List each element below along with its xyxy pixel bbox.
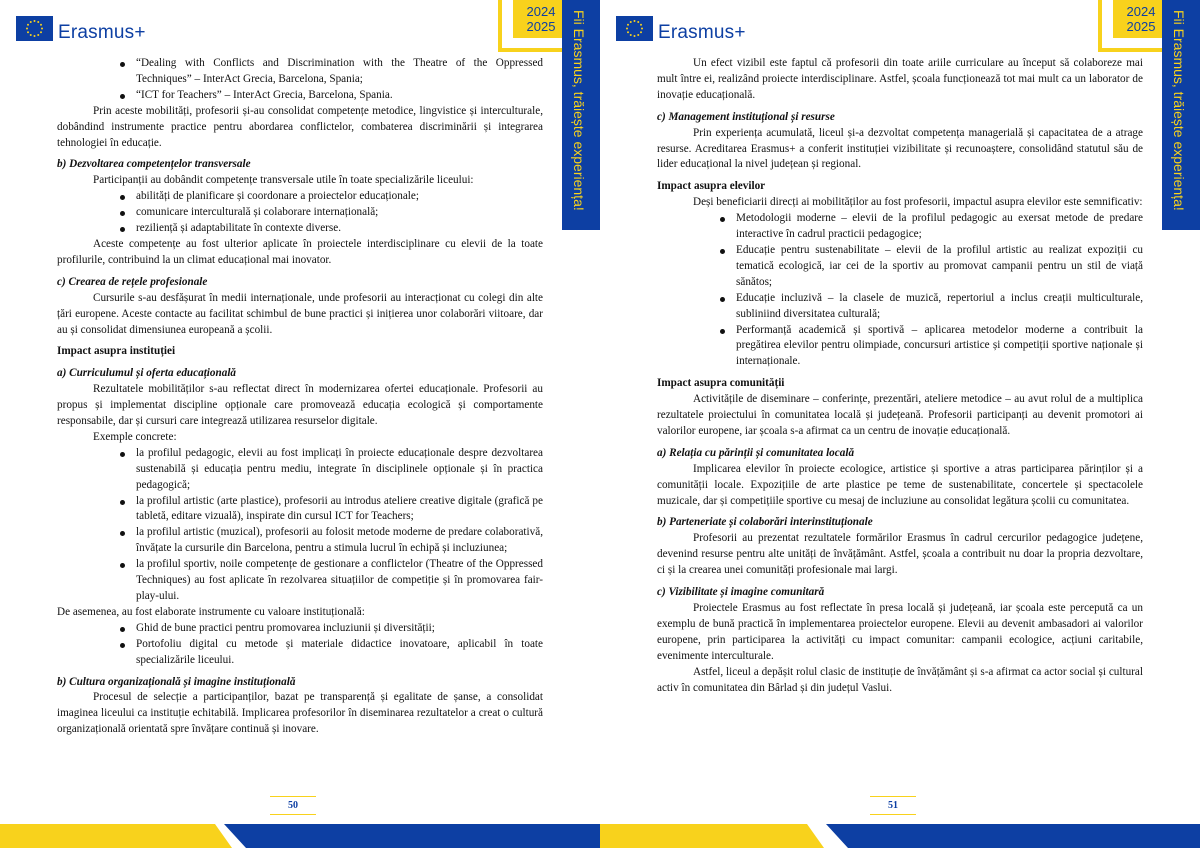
side-tab-slogan: Fii Erasmus, trăiește experiența! [571, 10, 587, 211]
bullet-list [57, 56, 543, 104]
paragraph: Prin aceste mobilități, profesorii și-au consolidat competențe metodice, lingvistice și interculturale, dobândind instrumente practice pentru abordarea conflictelor, combaterea discriminării și integrarea tehnologiei în educație. [57, 104, 543, 149]
paragraph: Proiectele Erasmus au fost reflectate în presa locală și județeană, iar școala este percepută ca un exemplu de bună practică în implementarea proiectelor europene. Elevii au devenit ambasadori ai valorilor europene, prin participarea la activități cu impact comunitar: campanii ecologice, acțiuni caritabile, evenimente interculturale. [657, 602, 1143, 662]
section-heading: Impact asupra instituției [57, 345, 176, 358]
section-heading: Impact asupra comunității [657, 377, 785, 390]
subsection-heading: c) Vizibilitate și imagine comunitară [657, 586, 825, 599]
list-item: Educație incluzivă – la clasele de muzică, repertoriul a inclus creații multiculturale, subliniind diversitatea culturală; [736, 291, 1143, 323]
bullet-list [57, 621, 543, 669]
paragraph: Profesorii au prezentat rezultatele formărilor Erasmus în cadrul cercurilor pedagogice județene, devenind resurse pentru alte unități de învățământ. Astfel, școala a contribuit nu doar la propria dezvoltare, ci și la crearea unei comunități profesionale mai largi. [657, 532, 1143, 577]
paragraph: Astfel, liceul a depășit rolul clasic de instituție de învățământ și s-a afirmat ca actor social și cultural activ în comunitatea din Bârlad și din județul Vaslui. [657, 665, 1143, 694]
footer-band [600, 824, 1200, 848]
subsection-heading: a) Curriculumul și oferta educațională [57, 367, 237, 380]
year-end: 2025 [526, 19, 556, 34]
year-badge [1113, 0, 1169, 38]
subsection-heading: b) Dezvoltarea competențelor transversale [57, 158, 251, 171]
paragraph: Cursurile s-au desfășurat în medii internaționale, unde profesorii au interacționat cu colegi din alte țări europene. Aceste contacte au facilitat schimbul de bune practici și inițierea unor colaborări viitoare, dar au și consolidat dimensiunea europeană a școlii. [57, 291, 543, 336]
eu-flag-icon [616, 16, 653, 41]
subsection-heading: b) Parteneriate și colaborări interinstituționale [657, 516, 873, 529]
subsection-heading: c) Management instituțional și resurse [657, 110, 835, 123]
page-number: 50 [270, 796, 316, 815]
list-item: la profilul artistic (arte plastice), profesorii au introdus ateliere creative digitale (grafică pe tabletă, editare vizuală), inspirate din cursul ICT for Teachers; [136, 494, 543, 526]
year-start: 2024 [526, 4, 556, 19]
paragraph: Implicarea elevilor în proiecte ecologice, artistice și sportive a atras participarea părinților și a comunității locale. Expozițiile de arte plastice pe teme de sustenabilitate, concertele și spectacolele muzicale, dar și competițiile sportive cu mesaj de incluziune au consolidat legătura școlii cu comunitatea. [657, 462, 1143, 507]
subsection-heading: b) Cultura organizațională și imagine instituțională [57, 675, 296, 688]
bullet-list [57, 446, 543, 605]
list-item: la profilul pedagogic, elevii au fost implicați în proiecte educaționale despre dezvoltarea sustenabilă și educația pentru mediu, integrate în disciplinele opționale și în practica pedagogică; [136, 446, 543, 494]
subsection-heading: c) Crearea de rețele profesionale [57, 275, 208, 288]
page-content [657, 56, 1143, 696]
paragraph: Participanții au dobândit competențe transversale utile în toate specializările liceului: [93, 174, 474, 187]
year-start: 2024 [1126, 4, 1156, 19]
eu-flag-icon [16, 16, 53, 41]
paragraph: Activitățile de diseminare – conferințe, prezentări, ateliere metodice – au avut rolul de a multiplica rezultatele proiectului în comunitatea locală și județeană. Profesorii participanți au devenit promotori ai valorilor europene, iar școala s-a afirmat ca un centru de inovație educațională. [657, 393, 1143, 437]
section-heading: Impact asupra elevilor [657, 180, 766, 193]
subsection-heading: a) Relația cu părinții și comunitatea locală [657, 446, 855, 459]
paragraph: Procesul de selecție a participanților, bazat pe transparență și egalitate de șanse, a consolidat imaginea liceului ca instituție echitabilă. Implicarea profesorilor în diseminarea rezultatelor a creat o cultură organizațională orientată spre învățare continuă și inovare. [57, 691, 543, 736]
paragraph: Exemple concrete: [93, 430, 177, 443]
brand-name: Erasmus+ [658, 22, 746, 43]
bullet-list [57, 189, 543, 237]
year-badge [513, 0, 569, 38]
paragraph: De asemenea, au fost elaborate instrumente cu valoare instituțională: [57, 605, 365, 618]
page-content [57, 56, 543, 738]
paragraph: Aceste competențe au fost ulterior aplicate în proiectele interdisciplinare cu elevii de la toate profilurile, contribuind la un climat educațional mai inovator. [57, 237, 543, 266]
list-item: la profilul artistic (muzical), profesorii au folosit metode moderne de predare colaborativă, învățate la cursurile din Barcelona, pentru a stimula lucrul în echipă și incluziunea; [136, 525, 543, 557]
footer-band [0, 824, 600, 848]
list-item: Ghid de bune practici pentru promovarea incluziunii și diversității; [136, 621, 543, 637]
list-item: Portofoliu digital cu metode și materiale didactice inovatoare, aplicabil în toate specializările liceului. [136, 637, 543, 669]
bullet-list [657, 211, 1143, 370]
side-tab [1162, 0, 1200, 230]
list-item: comunicare interculturală și colaborare internațională; [136, 205, 543, 221]
list-item: abilități de planificare și coordonare a proiectelor educaționale; [136, 189, 543, 205]
list-item: reziliență și adaptabilitate în contexte diverse. [136, 221, 543, 237]
year-end: 2025 [1126, 19, 1156, 34]
paragraph: Un efect vizibil este faptul că profesorii din toate ariile curriculare au început să colaboreze mai mult între ei, realizând proiecte interdisciplinare. Astfel, școala funcționează tot mai mult ca un laborator de inovație educațională. [657, 57, 1143, 101]
side-tab [562, 0, 600, 230]
list-item: la profilul sportiv, noile competențe de gestionare a conflictelor (Theatre of the Oppressed Techniques) au fost aplicate în rezolvarea situațiilor de competiție și în promovarea fair-play-ului. [136, 557, 543, 605]
list-item: Performanță academică și sportivă – aplicarea metodelor moderne a contribuit la pregătirea elevilor pentru olimpiade, concursuri artistice și competiții sportive naționale și internaționale. [736, 323, 1143, 371]
brand-name: Erasmus+ [58, 22, 146, 43]
page-number: 51 [870, 796, 916, 815]
side-tab-slogan: Fii Erasmus, trăiește experiența! [1171, 10, 1187, 211]
paragraph: Deși beneficiarii direcți ai mobilităților au fost profesorii, impactul asupra elevilor este semnificativ: [693, 196, 1143, 209]
list-item: “Dealing with Conflicts and Discrimination with the Theatre of the Oppressed Techniques” – InterAct Grecia, Barcelona, Spania; [136, 56, 543, 88]
list-item: Metodologii moderne – elevii de la profilul pedagogic au exersat metode de predare interactive în cadrul practicii pedagogice; [736, 211, 1143, 243]
paragraph: Rezultatele mobilităților s-au reflectat direct în modernizarea ofertei educaționale. Profesorii au propus și implementat discipline opționale care promovează educația ecologică și comportamente responsabile, dar și cursuri care integrează utilizarea resurselor digitale. [57, 383, 543, 428]
paragraph: Prin experiența acumulată, liceul și-a dezvoltat competența managerială și capacitatea de a atrage resurse. Acreditarea Erasmus+ a conferit instituției vizibilitate și recunoaștere, consolidând statutul său de lider educațional la nivel județean și regional. [657, 126, 1143, 171]
list-item: “ICT for Teachers” – InterAct Grecia, Barcelona, Spania. [136, 88, 543, 104]
right-page [600, 0, 1200, 848]
list-item: Educație pentru sustenabilitate – elevii de la profilul artistic au realizat expoziții cu tematică ecologică, iar cei de la sportiv au promovat campanii pentru un stil de viață sănătos; [736, 243, 1143, 291]
